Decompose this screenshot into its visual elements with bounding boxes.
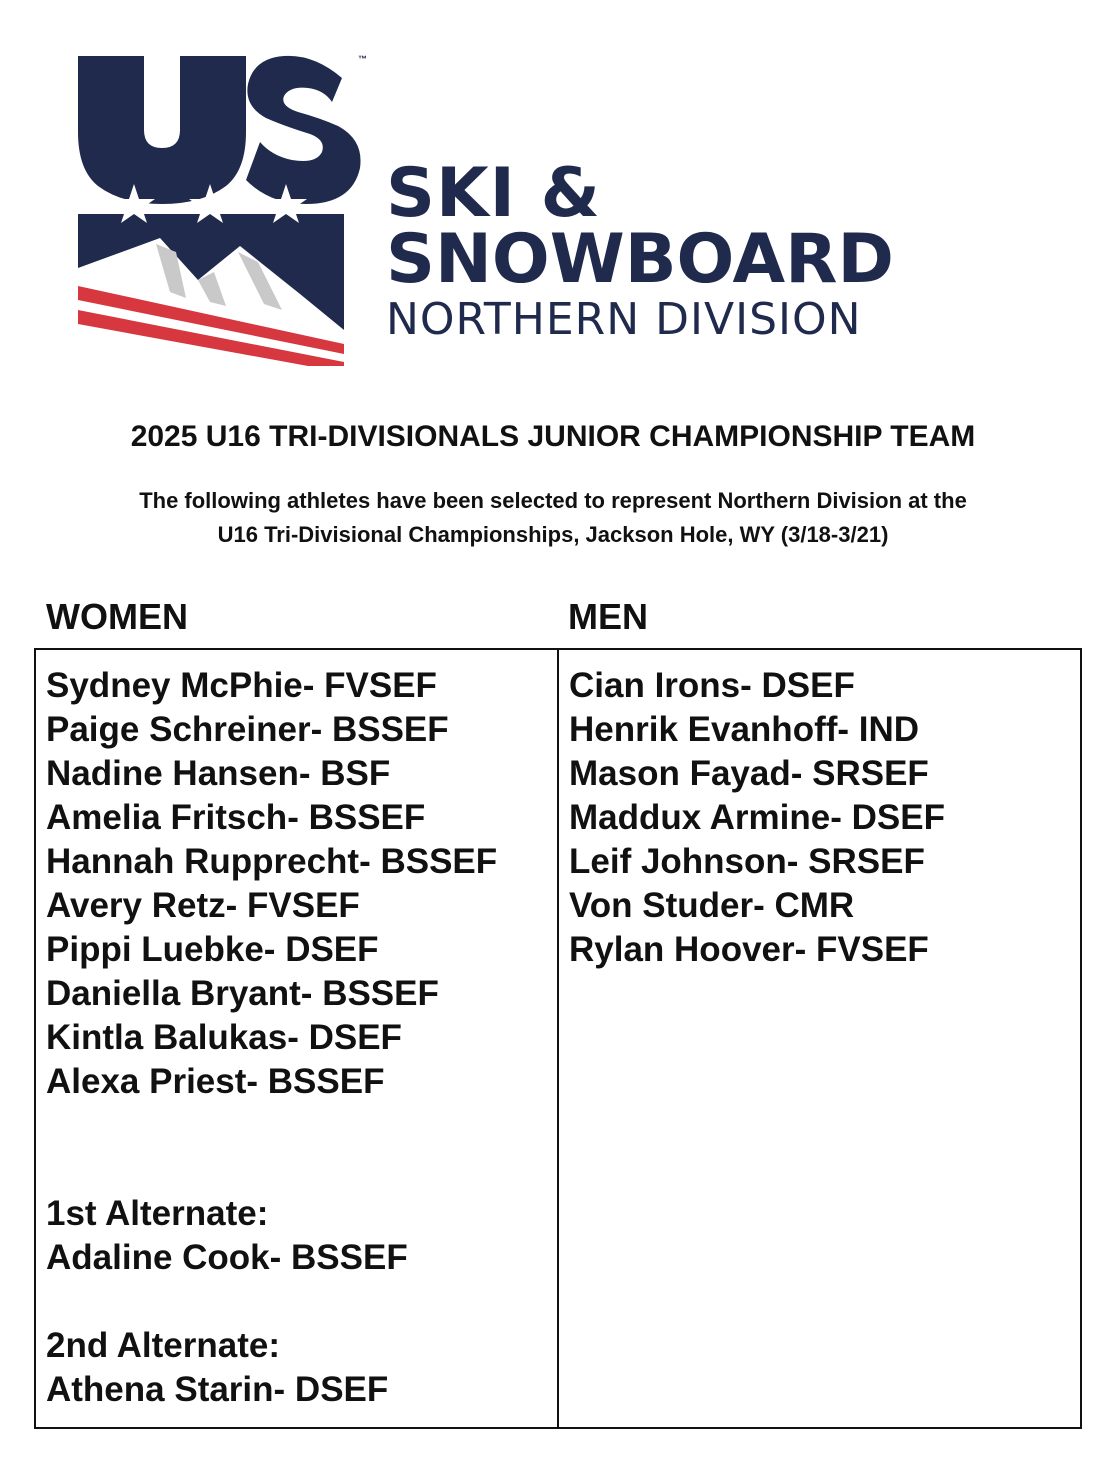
list-item: Avery Retz- FVSEF <box>46 886 360 925</box>
logo-line-ski: SKI & <box>386 154 601 233</box>
alternate-1-athlete: Adaline Cook- BSSEF <box>46 1238 408 1277</box>
list-item: Amelia Fritsch- BSSEF <box>46 798 426 837</box>
subtitle-line-2: U16 Tri-Divisional Championships, Jackson Hole, WY (3/18-3/21) <box>217 522 889 547</box>
trademark-symbol: ™ <box>358 54 367 64</box>
list-item: Nadine Hansen- BSF <box>46 754 391 793</box>
men-heading: MEN <box>568 596 648 637</box>
list-item: Rylan Hoover- FVSEF <box>569 930 929 969</box>
logo-wordmark <box>386 154 894 345</box>
list-item: Sydney McPhie- FVSEF <box>46 666 437 705</box>
spacer <box>46 1280 497 1324</box>
women-heading: WOMEN <box>46 596 188 637</box>
spacer <box>46 1104 497 1148</box>
list-item: Cian Irons- DSEF <box>569 666 855 705</box>
women-roster <box>46 664 497 1412</box>
alternate-1-label: 1st Alternate: <box>46 1194 269 1233</box>
list-item: Pippi Luebke- DSEF <box>46 930 379 969</box>
list-item: Leif Johnson- SRSEF <box>569 842 925 881</box>
us-shield-logo-mark <box>70 48 370 368</box>
list-item: Paige Schreiner- BSSEF <box>46 710 449 749</box>
men-roster <box>569 664 945 972</box>
list-item: Maddux Armine- DSEF <box>569 798 945 837</box>
list-item: Von Studer- CMR <box>569 886 855 925</box>
page-title: 2025 U16 TRI-DIVISIONALS JUNIOR CHAMPIONSHIP TEAM <box>130 420 976 453</box>
alternate-2-athlete: Athena Starin- DSEF <box>46 1370 389 1409</box>
column-divider <box>557 650 559 1427</box>
alternate-2-label: 2nd Alternate: <box>46 1326 281 1365</box>
spacer <box>46 1148 497 1192</box>
logo-line-snowboard: SNOWBOARD <box>386 220 894 299</box>
logo-line-northern-division: NORTHERN DIVISION <box>386 294 862 345</box>
list-item: Mason Fayad- SRSEF <box>569 754 929 793</box>
list-item: Daniella Bryant- BSSEF <box>46 974 439 1013</box>
list-item: Hannah Rupprecht- BSSEF <box>46 842 498 881</box>
subtitle-line-1: The following athletes have been selected to represent Northern Division at the <box>139 488 967 513</box>
list-item: Alexa Priest- BSSEF <box>46 1062 385 1101</box>
page-subtitle <box>0 484 1106 552</box>
list-item: Kintla Balukas- DSEF <box>46 1018 402 1057</box>
roster-table <box>34 648 1082 1429</box>
list-item: Henrik Evanhoff- IND <box>569 710 920 749</box>
